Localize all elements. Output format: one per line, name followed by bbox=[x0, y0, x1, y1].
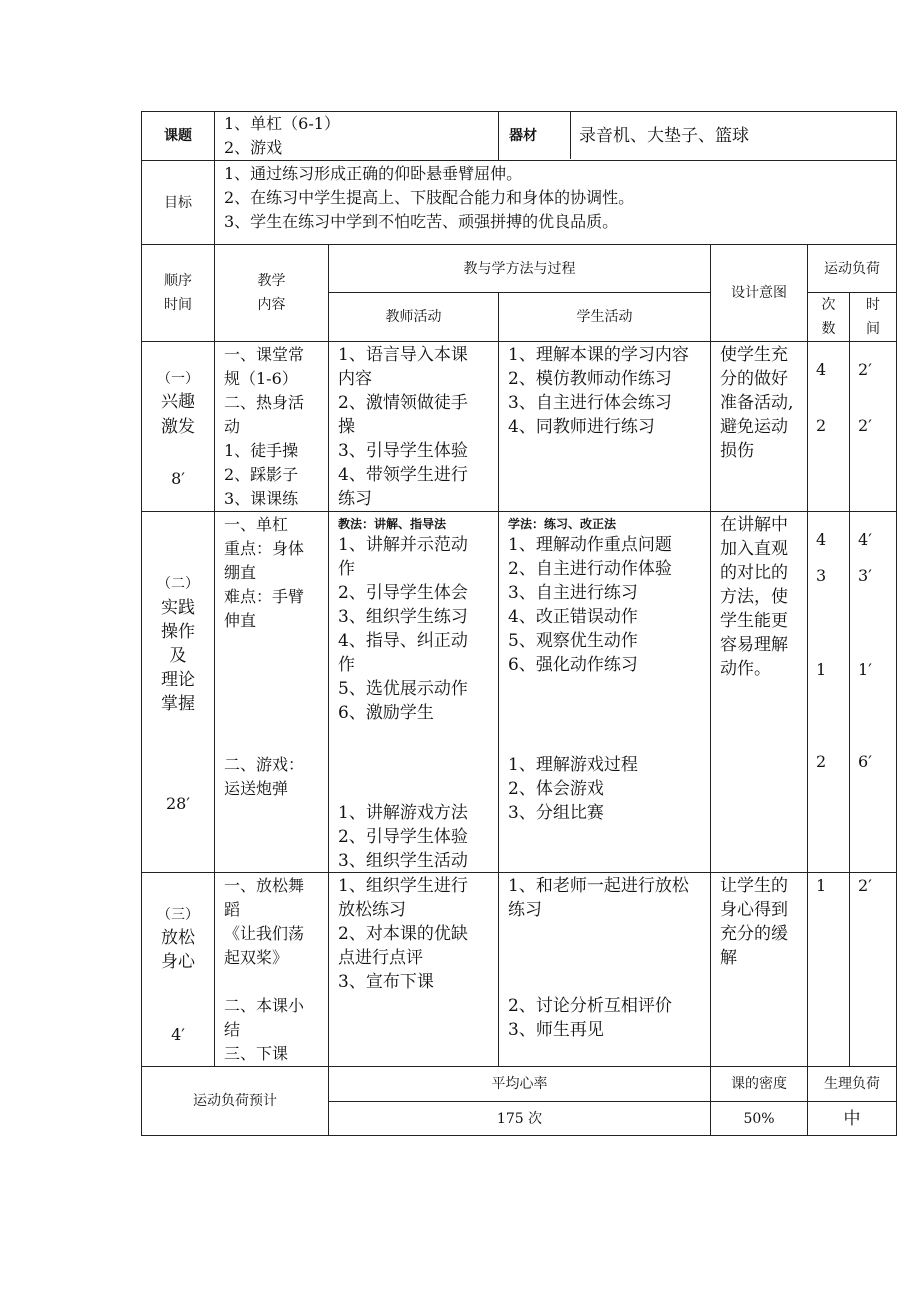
intent-header: 设计意图 bbox=[711, 245, 808, 342]
load-count: 1 bbox=[808, 873, 850, 1067]
teacher-activity: 1、组织学生进行 放松练习 2、对本课的优缺 点进行点评 3、宣布下课 bbox=[329, 873, 499, 1067]
teacher-header: 教师活动 bbox=[329, 293, 499, 342]
count-header: 次 数 bbox=[808, 293, 850, 342]
heart-rate-value: 175 次 bbox=[329, 1102, 711, 1136]
design-intent: 让学生的 身心得到 充分的缓 解 bbox=[711, 873, 808, 1067]
content-header: 教学 内容 bbox=[215, 245, 329, 342]
section-row bbox=[142, 873, 897, 1067]
load-estimate-label: 运动负荷预计 bbox=[142, 1067, 329, 1136]
student-header: 学生活动 bbox=[499, 293, 711, 342]
section-row bbox=[142, 512, 897, 873]
topic-label: 课题 bbox=[142, 112, 215, 161]
student-activity: 学法：练习、改正法 1、理解动作重点问题 2、自主进行动作体验 3、自主进行练习 4、改正错误动作 5、观察优生动作 6、强化动作练习 1、理解游戏过程 2、体会游戏 3、分组比赛 bbox=[499, 512, 711, 873]
lesson-plan-table bbox=[141, 111, 897, 1136]
time-header: 时 间 bbox=[850, 293, 897, 342]
load-count: 4 2 bbox=[808, 342, 850, 512]
physio-load-value: 中 bbox=[808, 1102, 897, 1136]
equipment-cell bbox=[499, 112, 897, 161]
equipment-value: 录音机、大垫子、篮球 bbox=[579, 125, 750, 146]
goals-text: 1、通过练习形成正确的仰卧悬垂臂屈伸。 2、在练习中学生提高上、下肢配合能力和身体的协调性。 3、学生在练习中学到不怕吃苦、顽强拼搏的优良品质。 bbox=[215, 161, 897, 245]
student-activity: 1、理解本课的学习内容 2、模仿教师动作练习 3、自主进行体会练习 4、同教师进行练习 bbox=[499, 342, 711, 512]
section-content: 一、课堂常 规（1-6） 二、热身活 动 1、徒手操 2、踩影子 3、课课练 bbox=[215, 342, 329, 512]
equipment-label: 器材 bbox=[499, 112, 571, 159]
goals-label: 目标 bbox=[142, 161, 215, 245]
section-row bbox=[142, 342, 897, 512]
student-activity: 1、和老师一起进行放松 练习 2、讨论分析互相评价 3、师生再见 bbox=[499, 873, 711, 1067]
load-time: 2′ bbox=[850, 873, 897, 1067]
heart-rate-label: 平均心率 bbox=[329, 1067, 711, 1102]
order-time-header: 顺序 时间 bbox=[142, 245, 215, 342]
density-value: 50% bbox=[711, 1102, 808, 1136]
design-intent: 使学生充 分的做好 准备活动, 避免运动 损伤 bbox=[711, 342, 808, 512]
section-content: 一、放松舞 蹈 《让我们荡 起双桨》 二、本课小 结 三、下课 bbox=[215, 873, 329, 1067]
section-order: （一） 兴趣 激发 8′ bbox=[142, 342, 215, 512]
load-header: 运动负荷 bbox=[808, 245, 897, 293]
section-order: （二） 实践 操作 及 理论 掌握 28′ bbox=[142, 512, 215, 873]
design-intent: 在讲解中 加入直观 的对比的 方法，使 学生能更 容易理解 动作。 bbox=[711, 512, 808, 873]
density-label: 课的密度 bbox=[711, 1067, 808, 1102]
methods-header: 教与学方法与过程 bbox=[329, 245, 711, 293]
load-time: 4′ 3′ 1′ 6′ bbox=[850, 512, 897, 873]
teacher-activity: 1、语言导入本课 内容 2、激情领做徒手 操 3、引导学生体验 4、带领学生进行 练习 bbox=[329, 342, 499, 512]
section-duration: 28′ bbox=[166, 794, 190, 813]
section-content: 一、单杠 重点：身体 绷直 难点：手臂 伸直 二、游戏： 运送炮弹 bbox=[215, 512, 329, 873]
section-duration: 4′ bbox=[171, 1025, 185, 1044]
section-order: （三） 放松 身心 4′ bbox=[142, 873, 215, 1067]
physio-load-label: 生理负荷 bbox=[808, 1067, 897, 1102]
load-count: 4 3 1 2 bbox=[808, 512, 850, 873]
section-duration: 8′ bbox=[171, 469, 185, 488]
topic-value: 1、单杠（6-1） 2、游戏 bbox=[215, 112, 499, 161]
load-time: 2′ 2′ bbox=[850, 342, 897, 512]
teacher-activity: 教法：讲解、指导法 1、讲解并示范动 作 2、引导学生体会 3、组织学生练习 4、指导、纠正动 作 5、选优展示动作 6、激励学生 1、讲解游戏方法 2、引导学生体验 3、组织学生活动 bbox=[329, 512, 499, 873]
